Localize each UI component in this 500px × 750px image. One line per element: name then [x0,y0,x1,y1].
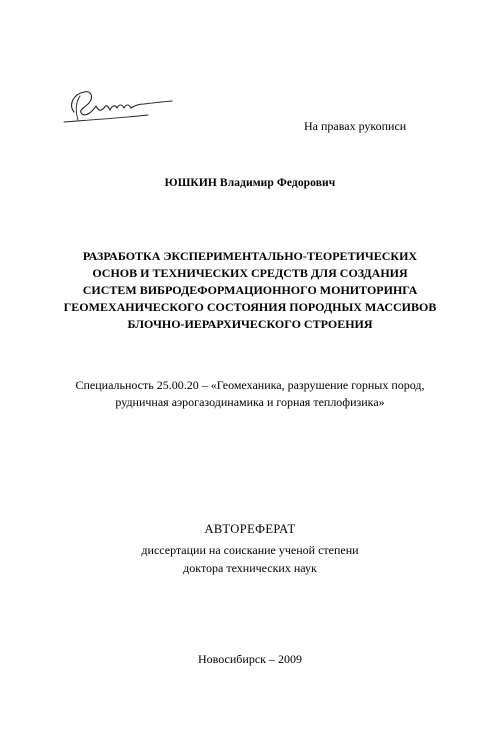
specialty-statement [40,377,460,411]
degree-line: доктора технических наук [183,561,317,575]
title-line: РАЗРАБОТКА ЭКСПЕРИМЕНТАЛЬНО-ТЕОРЕТИЧЕСКИХ [82,249,418,263]
specialty-line: рудничная аэрогазодинамика и горная теплофизика» [115,395,385,409]
place-and-year: Новосибирск – 2009 [198,652,302,666]
title-line: ГЕОМЕХАНИЧЕСКОГО СОСТОЯНИЯ ПОРОДНЫХ МАССИВОВ [63,300,437,314]
author-name: ЮШКИН Владимир Федорович [164,177,336,189]
degree-statement [0,541,500,577]
title-line: ОСНОВ И ТЕХНИЧЕСКИХ СРЕДСТВ ДЛЯ СОЗДАНИЯ [92,266,408,280]
title-line: БЛОЧНО-ИЕРАРХИЧЕСКОГО СТРОЕНИЯ [127,317,373,331]
rights-reserved-note: На правах рукописи [304,119,407,133]
handwritten-signature [60,82,180,127]
specialty-line: Специальность 25.00.20 – «Геомеханика, разрушение горных пород, [75,378,425,392]
title-line: СИСТЕМ ВИБРОДЕФОРМАЦИОННОГО МОНИТОРИНГА [82,283,418,297]
dissertation-title [40,248,460,333]
document-type: АВТОРЕФЕРАТ [204,522,296,536]
degree-line: диссертации на соискание ученой степени [141,543,359,557]
